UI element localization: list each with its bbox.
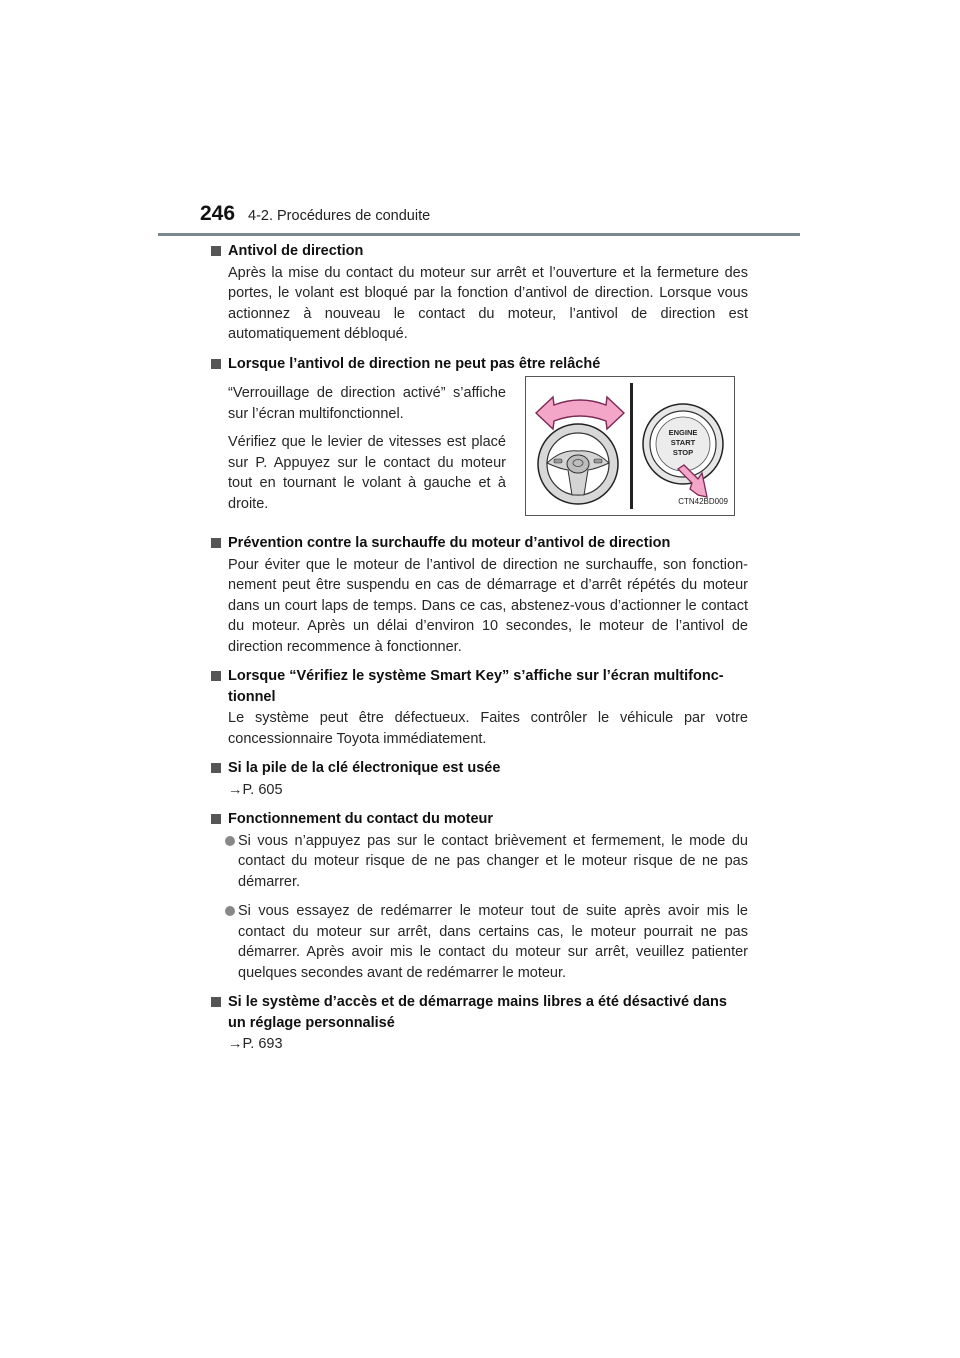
section-overheat — [211, 533, 748, 657]
section-heading: Antivol de direction — [211, 241, 748, 262]
section-heading: Si le système d’accès et de démarrage mains libres a été désactivé dans un réglage personnalisé — [211, 992, 748, 1033]
section-heading: Fonctionnement du contact du moteur — [211, 809, 748, 830]
page-number: 246 — [200, 202, 236, 225]
svg-text:START: START — [670, 438, 696, 447]
svg-text:STOP: STOP — [672, 448, 694, 457]
section-smart-key — [211, 666, 748, 749]
svg-text:ENGINE: ENGINE — [668, 428, 698, 437]
section-heading: Lorsque l’antivol de direction ne peut pas être relâché — [211, 354, 748, 375]
section-heading: Prévention contre la surchauffe du moteur d’antivol de direction — [211, 533, 748, 554]
section-body: Pour éviter que le moteur de l’antivol de direction ne surchauffe, son fonction-nement peut être suspendu en cas de démarrage et d’arrêt répétés du moteur dans un court laps de temps. Dans ce cas, abstenez-vous d’actionner le contact du moteur. Après un délai d’environ 10 secondes, le moteur de l’antivol de direction recommence à fonctionner. — [228, 556, 748, 655]
round-bullet-icon — [225, 836, 235, 846]
section-body: Le système peut être défectueux. Faites contrôler le véhicule par votre concessionnaire Toyota immédiatement. — [228, 710, 748, 747]
section-body: “Verrouillage de direction activé” s’affiche sur l’écran multifonctionnel. — [228, 385, 506, 422]
section-heading: Lorsque “Vérifiez le système Smart Key” s’affiche sur l’écran multifonc-tionnel — [211, 666, 748, 707]
square-bullet-icon — [211, 763, 221, 773]
section-body: Vérifiez que le levier de vitesses est placé sur P. Appuyez sur le contact du moteur tout en tournant le volant à gauche et à droite. — [228, 434, 506, 512]
section-heading: Si la pile de la clé électronique est usée — [211, 758, 748, 779]
page-reference: →P. 693 — [228, 1036, 283, 1052]
section-antivol — [211, 241, 748, 345]
list-item: Si vous n’appuyez pas sur le contact brièvement et fermement, le mode du contact du moteur risque de ne pas changer et le moteur risque de ne pas démarrer. — [211, 831, 748, 893]
square-bullet-icon — [211, 538, 221, 548]
section-not-released — [211, 354, 748, 525]
page-content — [211, 241, 748, 1064]
steering-lock-figure — [525, 376, 735, 516]
steering-wheel-icon — [538, 424, 618, 504]
section-body: Après la mise du contact du moteur sur arrêt et l’ouverture et la fermeture des portes, le volant est bloqué par la fonction d’antivol de direction. Lorsque vous actionnez à nouveau le contact du moteur, l’antivol de direction est automatiquement débloqué. — [228, 264, 748, 342]
section-disabled — [211, 992, 748, 1055]
chapter-title: 4-2. Procédures de conduite — [248, 208, 431, 224]
square-bullet-icon — [211, 671, 221, 681]
square-bullet-icon — [211, 246, 221, 256]
header-rule — [158, 233, 800, 236]
page-reference: →P. 605 — [228, 781, 283, 798]
square-bullet-icon — [211, 359, 221, 369]
section-operation — [211, 809, 748, 983]
square-bullet-icon — [211, 997, 221, 1007]
figure-code: CTN42BD009 — [678, 496, 728, 506]
round-bullet-icon — [225, 906, 235, 916]
list-item: Si vous essayez de redémarrer le moteur tout de suite après avoir mis le contact du moteur sur arrêt, dans certains cas, le moteur pourrait ne pas démarrer. Après avoir mis le contact du moteur sur arrêt, veuillez patienter quelques secondes avant de redémarrer le moteur. — [211, 901, 748, 983]
section-battery — [211, 758, 748, 800]
square-bullet-icon — [211, 814, 221, 824]
